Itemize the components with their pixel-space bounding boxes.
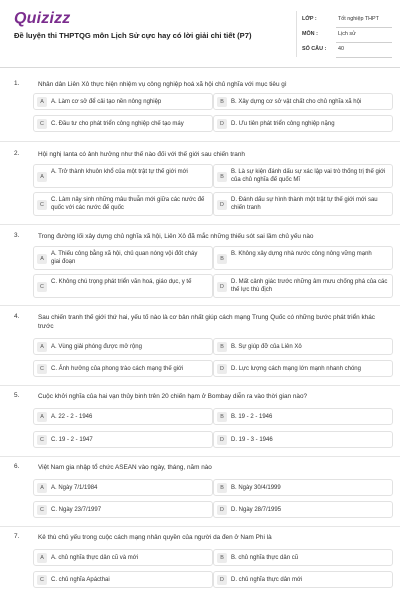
option-letter: C bbox=[37, 435, 47, 445]
question-number: 1. bbox=[14, 80, 20, 87]
option-letter: B bbox=[217, 342, 227, 352]
option-letter: B bbox=[217, 172, 227, 182]
meta-subject bbox=[296, 29, 392, 43]
option-letter: A bbox=[37, 254, 47, 264]
option-letter: B bbox=[217, 412, 227, 422]
option-text: B. Là sự kiện đánh dấu sự xác lập vai trò thống trị thế giới của chủ nghĩa đế quốc Mĩ bbox=[231, 169, 386, 183]
question-text: Trong đường lối xây dựng chủ nghĩa xã hội, Liên Xô đã mắc những thiếu sót sai lầm chủ yếu nào bbox=[38, 233, 314, 240]
option-letter: A bbox=[37, 97, 47, 107]
divider bbox=[0, 224, 400, 225]
option-c[interactable] bbox=[33, 431, 213, 448]
option-c[interactable] bbox=[33, 115, 213, 132]
option-text: D. chủ nghĩa thực dân mới bbox=[231, 577, 303, 583]
option-text: A. chủ nghĩa thực dân cũ và mới bbox=[51, 555, 138, 561]
option-letter: B bbox=[217, 483, 227, 493]
option-b[interactable] bbox=[213, 479, 393, 496]
option-letter: A bbox=[37, 342, 47, 352]
question-text: Hội nghị Ianta có ảnh hưởng như thế nào đối với thế giới sau chiến tranh bbox=[38, 151, 245, 158]
option-text: C. Làm nảy sinh những mâu thuẫn mới giữa các nước đế quốc với các nước đế quốc bbox=[51, 197, 205, 211]
meta-class-value: Tốt nghiệp THPT bbox=[338, 16, 379, 22]
option-a[interactable] bbox=[33, 246, 213, 270]
option-text: A. Vùng giải phóng được mở rộng bbox=[51, 344, 142, 350]
option-b[interactable] bbox=[213, 93, 393, 110]
question-text: Việt Nam gia nhập tổ chức ASEAN vào ngày, tháng, năm nào bbox=[38, 464, 212, 471]
option-c[interactable] bbox=[33, 501, 213, 518]
option-text: A. Trở thành khuôn khổ của một trật tự thế giới mới bbox=[51, 169, 188, 175]
option-a[interactable] bbox=[33, 479, 213, 496]
option-b[interactable] bbox=[213, 549, 393, 566]
option-c[interactable] bbox=[33, 274, 213, 298]
option-text: B. Xây dựng cơ sở vật chất cho chủ nghĩa xã hội bbox=[231, 99, 362, 105]
option-letter: C bbox=[37, 364, 47, 374]
option-letter: C bbox=[37, 200, 47, 210]
option-d[interactable] bbox=[213, 501, 393, 518]
option-text: A. Làm cơ sở để cải tạo nền nông nghiệp bbox=[51, 99, 162, 105]
meta-count bbox=[296, 44, 392, 58]
divider bbox=[0, 526, 400, 527]
divider bbox=[0, 385, 400, 386]
option-c[interactable] bbox=[33, 571, 213, 588]
meta-subject-line bbox=[336, 42, 392, 43]
option-b[interactable] bbox=[213, 246, 393, 270]
divider bbox=[0, 141, 400, 142]
option-d[interactable] bbox=[213, 360, 393, 377]
meta-class-label: LỚP : bbox=[302, 16, 317, 22]
question-number: 4. bbox=[14, 313, 20, 320]
divider bbox=[0, 456, 400, 457]
option-letter: A bbox=[37, 172, 47, 182]
option-letter: A bbox=[37, 412, 47, 422]
option-text: A. Thiếu công bằng xã hội, chủ quan nóng vội đốt cháy giai đoạn bbox=[51, 251, 198, 265]
option-letter: A bbox=[37, 553, 47, 563]
question-number: 3. bbox=[14, 232, 20, 239]
divider bbox=[0, 305, 400, 306]
option-letter: C bbox=[37, 575, 47, 585]
option-letter: B bbox=[217, 97, 227, 107]
option-text: D. 19 - 3 - 1946 bbox=[231, 437, 273, 443]
meta-subject-label: MÔN : bbox=[302, 31, 318, 37]
option-b[interactable] bbox=[213, 338, 393, 355]
option-text: B. 19 - 2 - 1946 bbox=[231, 414, 273, 420]
option-c[interactable] bbox=[33, 192, 213, 216]
option-letter: B bbox=[217, 254, 227, 264]
meta-count-value: 40 bbox=[338, 46, 344, 52]
option-letter: D bbox=[217, 505, 227, 515]
option-letter: D bbox=[217, 575, 227, 585]
option-letter: A bbox=[37, 483, 47, 493]
option-a[interactable] bbox=[33, 549, 213, 566]
option-letter: C bbox=[37, 282, 47, 292]
question-text: Nhân dân Liên Xô thực hiện nhiệm vụ công nghiệp hoá xã hội chủ nghĩa với mục tiêu gì bbox=[38, 81, 287, 88]
option-letter: C bbox=[37, 505, 47, 515]
option-text: B. Ngày 30/4/1999 bbox=[231, 485, 281, 491]
option-a[interactable] bbox=[33, 338, 213, 355]
option-d[interactable] bbox=[213, 431, 393, 448]
option-text: C. Ngày 23/7/1997 bbox=[51, 507, 102, 513]
question-number: 7. bbox=[14, 533, 20, 540]
question-number: 5. bbox=[14, 392, 20, 399]
option-text: D. Ngày 28/7/1995 bbox=[231, 507, 282, 513]
question-text: Kẻ thù chủ yếu trong cuộc cách mạng nhân quyền của người da đen ở Nam Phi là bbox=[38, 534, 272, 541]
option-text: B. Sự giúp đỡ của Liên Xô bbox=[231, 344, 302, 350]
option-letter: C bbox=[37, 119, 47, 129]
option-b[interactable] bbox=[213, 408, 393, 425]
option-text: C. Đầu tư cho phát triển công nghiệp chế tạo máy bbox=[51, 121, 184, 127]
option-a[interactable] bbox=[33, 93, 213, 110]
meta-subject-value: Lịch sử bbox=[338, 31, 356, 37]
option-letter: D bbox=[217, 119, 227, 129]
meta-class-line bbox=[336, 27, 392, 28]
option-a[interactable] bbox=[33, 164, 213, 188]
option-d[interactable] bbox=[213, 274, 393, 298]
worksheet-title: Đề luyện thi THPTQG môn Lịch Sử cực hay có lời giải chi tiết (P7) bbox=[14, 31, 252, 40]
question-text: Sau chiến tranh thế giới thứ hai, yếu tố nào là cơ bản nhất giúp cách mạng Trung Quốc có những bước phát triển khác trước bbox=[38, 314, 375, 330]
meta-class bbox=[296, 14, 392, 28]
meta-count-line bbox=[336, 57, 392, 58]
option-text: B. Không xây dựng nhà nước công nông vững mạnh bbox=[231, 251, 372, 257]
question-number: 2. bbox=[14, 150, 20, 157]
option-letter: D bbox=[217, 282, 227, 292]
option-letter: D bbox=[217, 364, 227, 374]
option-text: D. Ưu tiên phát triển công nghiệp nặng bbox=[231, 121, 335, 127]
option-text: D. Đánh dấu sự hình thành một trật tự thế giới mới sau chiến tranh bbox=[231, 197, 378, 211]
option-text: C. chủ nghĩa Apácthai bbox=[51, 577, 110, 583]
option-text: B. chủ nghĩa thực dân cũ bbox=[231, 555, 299, 561]
option-text: A. 22 - 2 - 1946 bbox=[51, 414, 93, 420]
option-letter: D bbox=[217, 200, 227, 210]
option-d[interactable] bbox=[213, 571, 393, 588]
option-text: C. Không chú trọng phát triển văn hoá, giáo dục, y tế bbox=[51, 279, 192, 285]
option-b[interactable] bbox=[213, 164, 393, 188]
quizizz-logo: Quizizz bbox=[14, 10, 71, 27]
option-text: C. Ảnh hưởng của phong trào cách mạng thế giới bbox=[51, 366, 184, 372]
option-d[interactable] bbox=[213, 115, 393, 132]
option-text: D. Mất cảnh giác trước những âm mưu chống phá của các thế lực thù địch bbox=[231, 279, 388, 293]
meta-count-label: SỐ CÂU : bbox=[302, 46, 327, 52]
option-a[interactable] bbox=[33, 408, 213, 425]
question-text: Cuộc khởi nghĩa của hai vạn thủy binh trên 20 chiến hạm ở Bombay diễn ra vào thời gian nào? bbox=[38, 393, 308, 400]
worksheet-header bbox=[0, 0, 400, 68]
option-text: C. 19 - 2 - 1947 bbox=[51, 437, 93, 443]
option-text: D. Lực lượng cách mạng lớn mạnh nhanh chóng bbox=[231, 366, 361, 372]
option-d[interactable] bbox=[213, 192, 393, 216]
option-letter: D bbox=[217, 435, 227, 445]
question-number: 6. bbox=[14, 463, 20, 470]
option-text: A. Ngày 7/1/1984 bbox=[51, 485, 98, 491]
option-letter: B bbox=[217, 553, 227, 563]
option-c[interactable] bbox=[33, 360, 213, 377]
